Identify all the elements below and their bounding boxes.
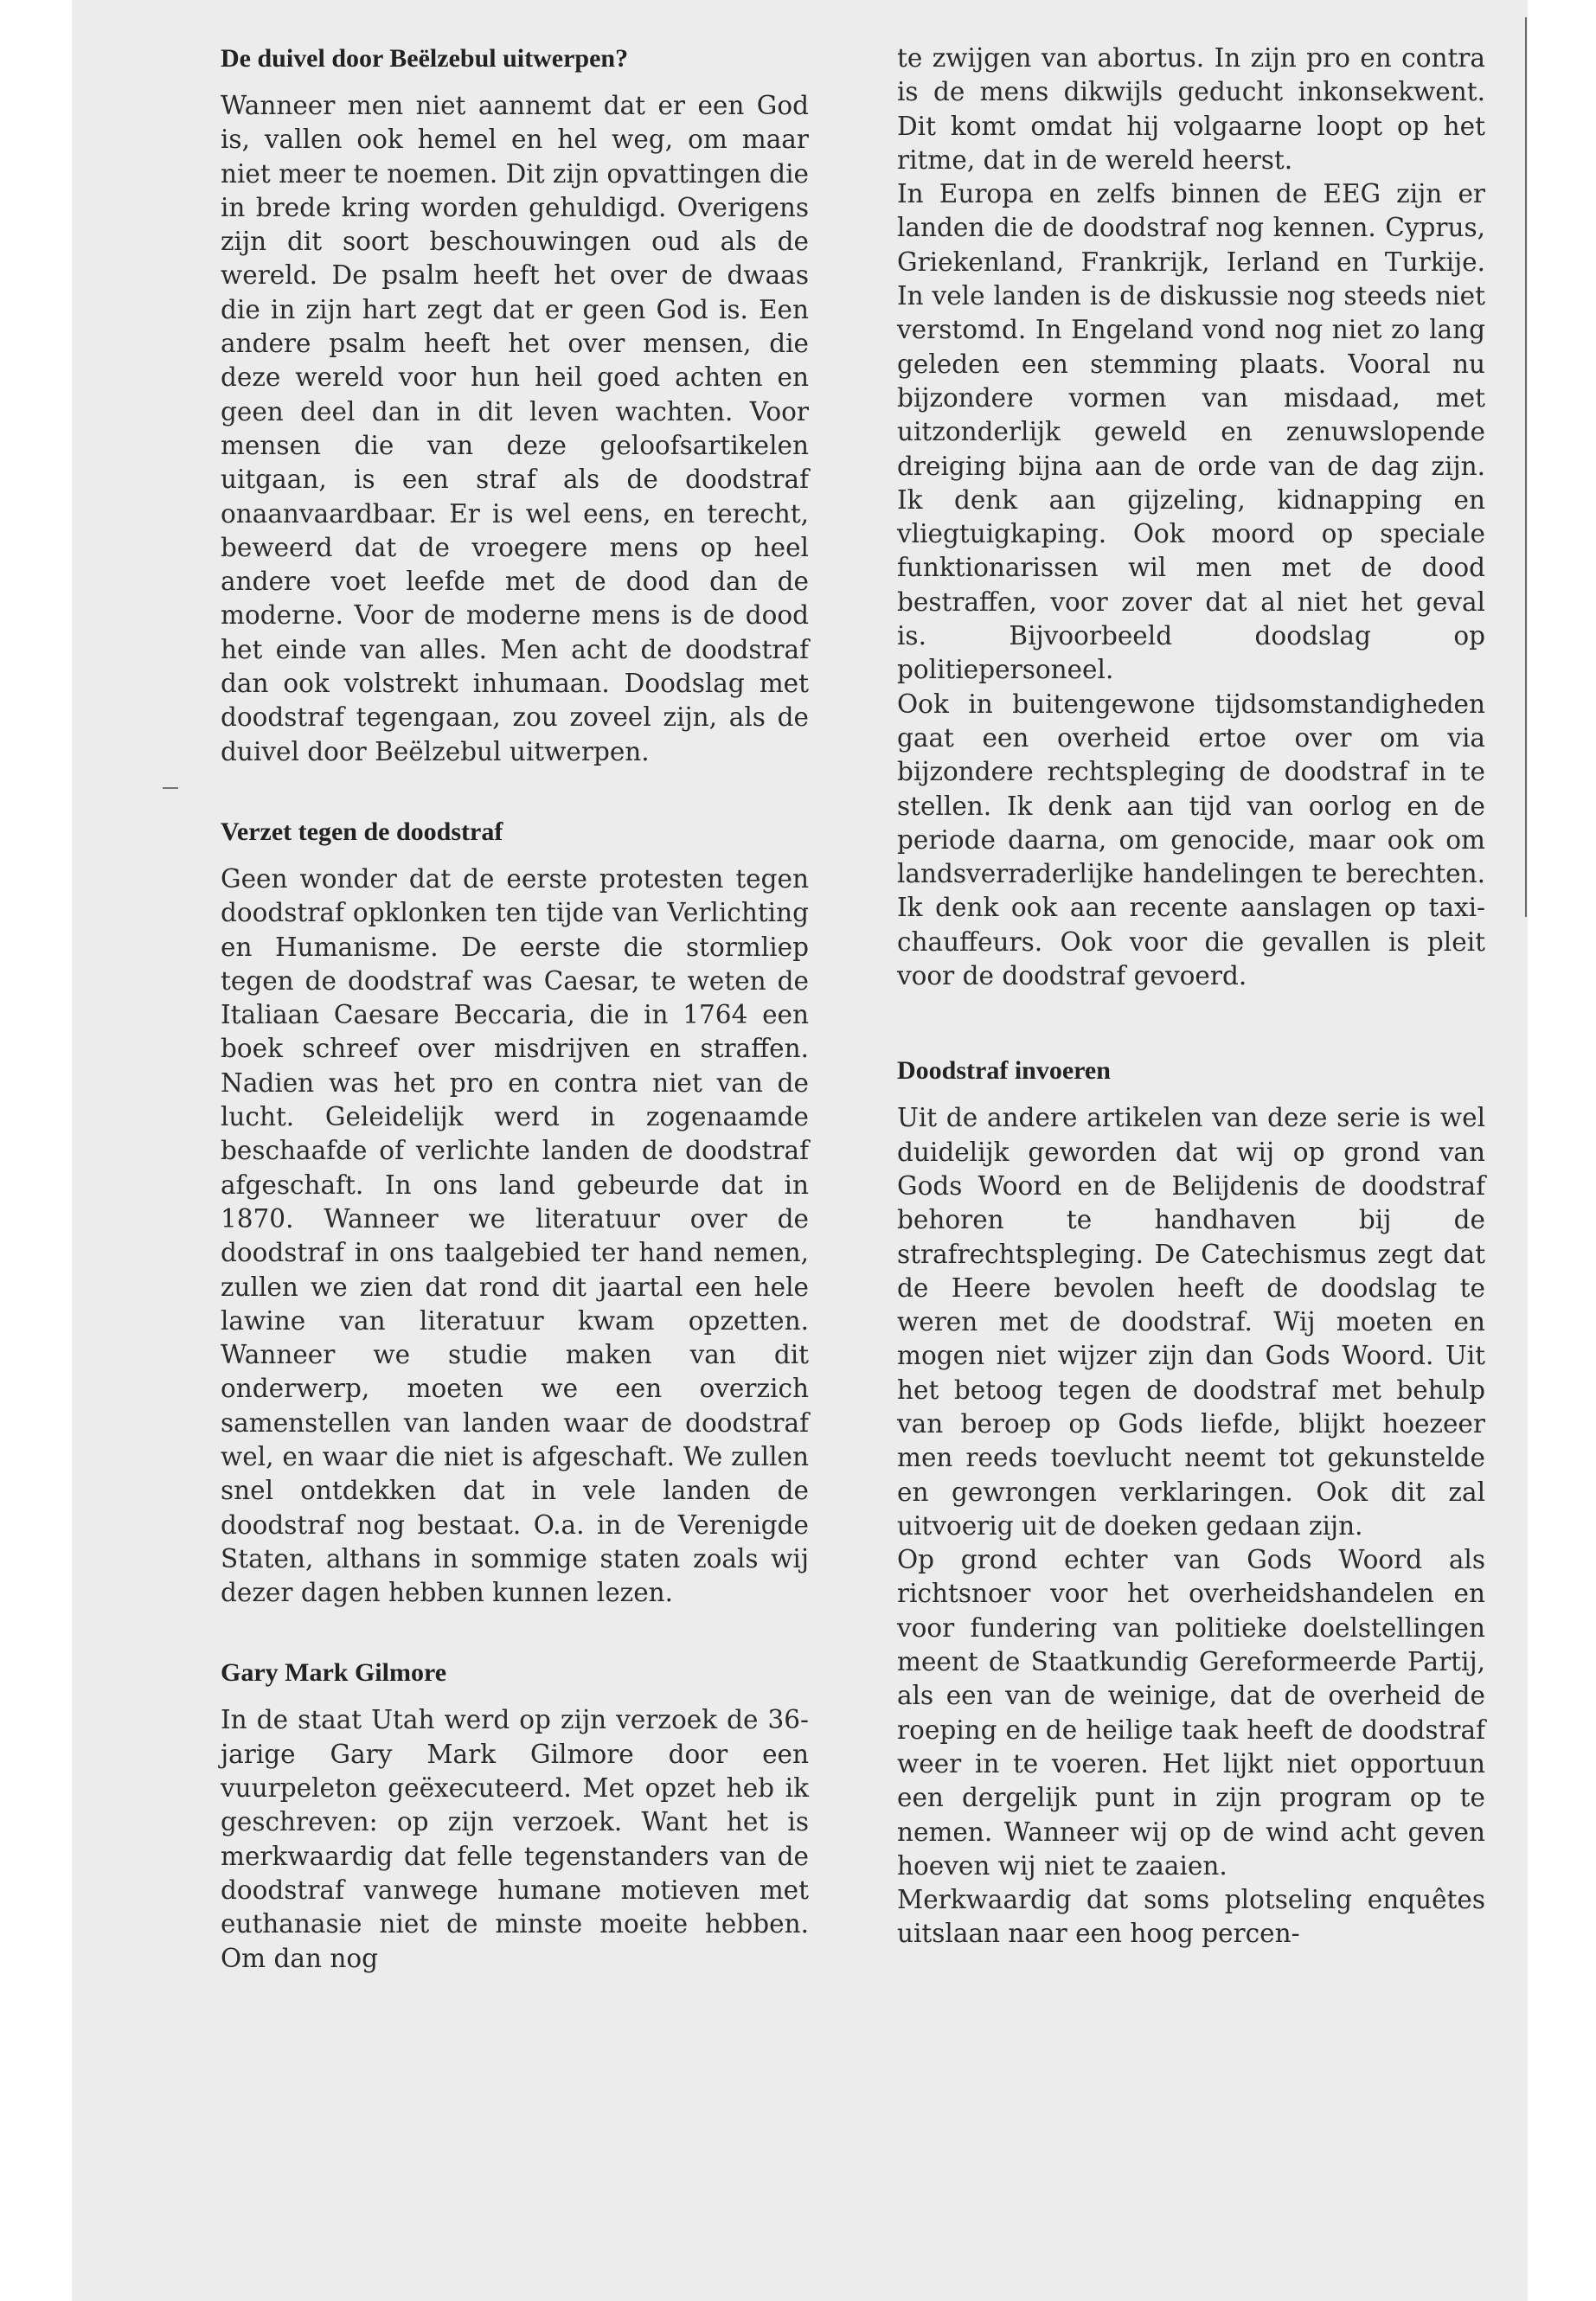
left-column	[221, 42, 809, 1976]
paragraph-gilmore: In de staat Utah werd op zijn verzoek de 36-jarige Gary Mark Gilmore door een vuurpeleton geëxecuteerd. Met opzet heb ik geschreven: op zijn verzoek. Want het is merkwaardig dat felle tegenstanders van de doodstraf vanwege humane motieven met euthanasie niet de minste moeite hebben. Om dan nog	[221, 1705, 809, 1973]
page-edge-line	[1525, 17, 1527, 917]
paragraph-europa: In Europa en zelfs binnen de EEG zijn er landen die de doodstraf nog kennen. Cyprus, Griekenland, Frankrijk, Ierland en Turkije. In vele landen is de diskussie nog steeds niet verstomd. In Engeland vond nog niet zo lang geleden een stemming plaats. Vooral nu bijzondere vormen van misdaad, met uitzonderlijk geweld en zenuwslopende dreiging bijna aan de orde van de dag zijn. Ik denk aan gijzeling, kidnapping en vliegtuigkaping. Ook moord op speciale funktionarissen wil men met de dood bestraffen, voor zover dat al niet het geval is. Bijvoorbeeld doodslag op politiepersoneel.	[897, 179, 1485, 685]
margin-mark	[163, 787, 178, 789]
paragraph-abortus: te zwijgen van abortus. In zijn pro en contra is de mens dikwijls geducht inkonsekwent. Dit komt omdat hij volgaarne loopt op het ritme, dat in de wereld heerst.	[897, 43, 1485, 175]
paragraph-gods-woord: Uit de andere artikelen van deze serie is wel duidelijk geworden dat wij op grond van Gods Woord en de Belijdenis de doodstraf behoren te handhaven bij de strafrechtspleging. De Catechismus zegt dat de Heere bevolen heeft de doodslag te weren met de doodstraf. Wij moeten en mogen niet wijzer zijn dan Gods Woord. Uit het betoog tegen de doodstraf met behulp van beroep op Gods liefde, blijkt hoezeer men reeds toevlucht neemt tot gekunstelde en gewrongen verklaringen. Ook dit zal uitvoerig uit de doeken gedaan zijn.	[897, 1103, 1485, 1541]
heading-beelzebul: De duivel door Beëlzebul uitwerpen?	[221, 44, 629, 73]
heading-gilmore: Gary Mark Gilmore	[221, 1658, 447, 1688]
paragraph-enquetes: Merkwaardig dat soms plotseling enquêtes uitslaan naar een hoog percen-	[897, 1885, 1485, 1949]
paragraph-buitengewone: Ook in buitengewone tijdsomstandigheden gaat een overheid ertoe over om via bijzondere rechtspleging de doodstraf in te stellen. Ik denk aan tijd van oorlog en de periode daarna, om genocide, maar ook om landsverraderlijke handelingen te berechten. Ik denk ook aan recente aanslagen op taxi-chauffeurs. Ook voor die gevallen is pleit voor de doodstraf gevoerd.	[897, 689, 1485, 991]
section-gap	[221, 1610, 809, 1656]
right-column	[897, 42, 1485, 1952]
section-gap	[897, 993, 1485, 1054]
heading-verzet: Verzet tegen de doodstraf	[221, 817, 503, 846]
paragraph-beelzebul: Wanneer men niet aannemt dat er een God is, vallen ook hemel en hel weg, om maar niet meer te noemen. Dit zijn opvattingen die in brede kring worden gehuldigd. Overigens zijn dit soort beschouwingen oud als de wereld. De psalm heeft het over de dwaas die in zijn hart zegt dat er geen God is. Een andere psalm heeft het over mensen, die deze wereld voor hun heil goed achten en geen deel dan in dit leven wachten. Voor mensen die van deze geloofsartikelen uitgaan, is een straf als de doodstraf onaanvaardbaar. Er is wel eens, en terecht, beweerd dat de vroegere mens op heel andere voet leefde met de dood dan de moderne. Voor de moderne mens is de dood het einde van alles. Men acht de doodstraf dan ook volstrekt inhumaan. Doodslag met doodstraf tegengaan, zou zoveel zijn, als de duivel door Beëlzebul uitwerpen.	[221, 91, 809, 766]
section-gap	[221, 769, 809, 815]
heading-doodstraf-invoeren: Doodstraf invoeren	[897, 1056, 1111, 1086]
paragraph-verzet: Geen wonder dat de eerste protesten tegen doodstraf opklonken ten tijde van Verlichting en Humanisme. De eerste die stormliep tegen de doodstraf was Caesar, te weten de Italiaan Caesare Beccaria, die in 1764 een boek schreef over misdrijven en straffen. Nadien was het pro en contra niet van de lucht. Geleidelijk werd in zogenaamde beschaafde of verlichte landen de doodstraf afgeschaft. In ons land gebeurde dat in 1870. Wanneer we literatuur over de doodstraf in ons taalgebied ter hand nemen, zullen we zien dat rond dit jaartal een hele lawine van literatuur kwam opzetten. Wanneer we studie maken van dit onderwerp, moeten we een overzich samenstellen van landen waar de doodstraf wel, en waar die niet is afgeschaft. We zullen snel ontdekken dat in vele landen de doodstraf nog bestaat. O.a. in de Verenigde Staten, althans in sommige staten zoals wij dezer dagen hebben kunnen lezen.	[221, 863, 809, 1608]
paragraph-staatkundig: Op grond echter van Gods Woord als richtsnoer voor het overheidshandelen en voor fundering van politieke doelstellingen meent de Staatkundig Gereformeerde Partij, als een van de weinige, dat de overheid de roeping en de heilige taak heeft de doodstraf weer in te voeren. Het lijkt niet opportuun een dergelijk punt in zijn program op te nemen. Wanneer wij op de wind acht geven hoeven wij niet te zaaien.	[897, 1545, 1485, 1881]
